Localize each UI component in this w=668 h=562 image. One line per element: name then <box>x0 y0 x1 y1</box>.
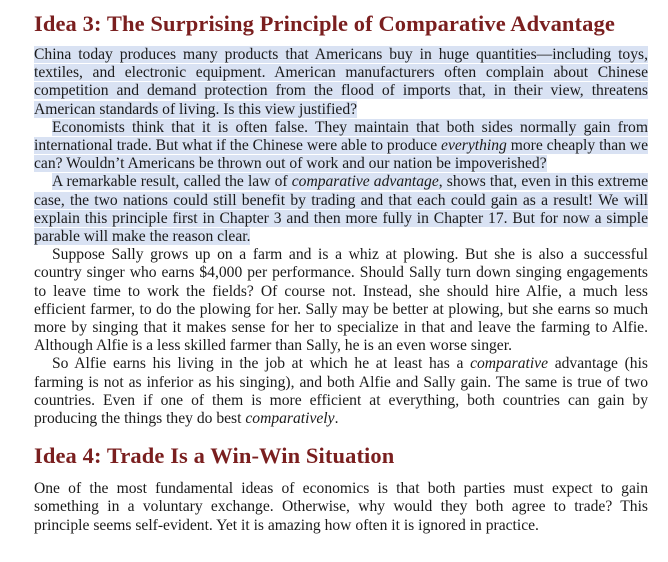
emphasis-text: comparative advantage <box>291 173 439 191</box>
highlighted-text <box>34 173 648 245</box>
text-run: . <box>334 410 339 428</box>
paragraph-6[interactable]: One of the most fundamental ideas of economics is that both parties must expect to gain something in a voluntary exchange. Otherwise, why would they both agree to trade? This principle seems self-evident. Yet it is amazing how often it is ignored in practice. <box>34 480 648 534</box>
text-run: Economists think that it is often false. They maintain that both sides normally gain from international trade. But what if the Chinese were able to produce <box>34 118 648 155</box>
paragraph-1[interactable] <box>34 46 648 119</box>
paragraph-5[interactable] <box>34 355 648 428</box>
paragraph-4[interactable]: Suppose Sally grows up on a farm and is a whiz at plowing. But she is also a successful country singer who earns $4,000 per performance. Should Sally turn down singing engagements to leave time to work the fields? Of course not. Instead, she should hire Alfie, a much less efficient farmer, to do the plowing for her. Sally may be better at plowing, but she earns so much more by singing that it makes sense for her to specialize in that and leave the farming to Alfie. Although Alfie is a less skilled farmer than Sally, he is an even worse singer. <box>34 246 648 355</box>
emphasis-text: everything <box>441 137 507 155</box>
text-run: So Alfie earns his living in the job at which he at least has a <box>52 355 471 373</box>
paragraph-2[interactable] <box>34 119 648 174</box>
section-heading-idea-3: Idea 3: The Surprising Principle of Comparative Advantage <box>34 11 615 36</box>
section-heading-idea-4: Idea 4: Trade Is a Win-Win Situation <box>34 443 395 469</box>
highlighted-text <box>34 119 648 172</box>
emphasis-text: comparative <box>470 355 549 373</box>
text-run: more cheaply than we can? Wouldn’t Americans be thrown out of work and our nation be impoverished? <box>34 137 648 173</box>
text-run: A remarkable result, called the law of <box>52 173 292 191</box>
text-run: , shows that, even in this extreme case, the two nations could still benefit by trading and that each could gain as a result! We will explain this principle first in Chapter 3 and then more fully in Chapter 17. But for now a simple parable will make the reason clear. <box>34 173 648 246</box>
highlighted-text: China today produces many products that Americans buy in huge quantities—including toys, textiles, and electronic equipment. American manufacturers often complain about Chinese competition and demand protection from the flood of imports that, in their view, threatens American standards of living. Is this view justified? <box>34 46 648 118</box>
paragraph-3[interactable] <box>34 173 648 246</box>
text-run: advantage (his farming is not as inferior as his singing), and both Alfie and Sally gain. The same is true of two countries. Even if one of them is more efficient at everything, both countries can gain by producing the things they do best <box>34 355 648 428</box>
emphasis-text: comparatively <box>245 410 335 428</box>
